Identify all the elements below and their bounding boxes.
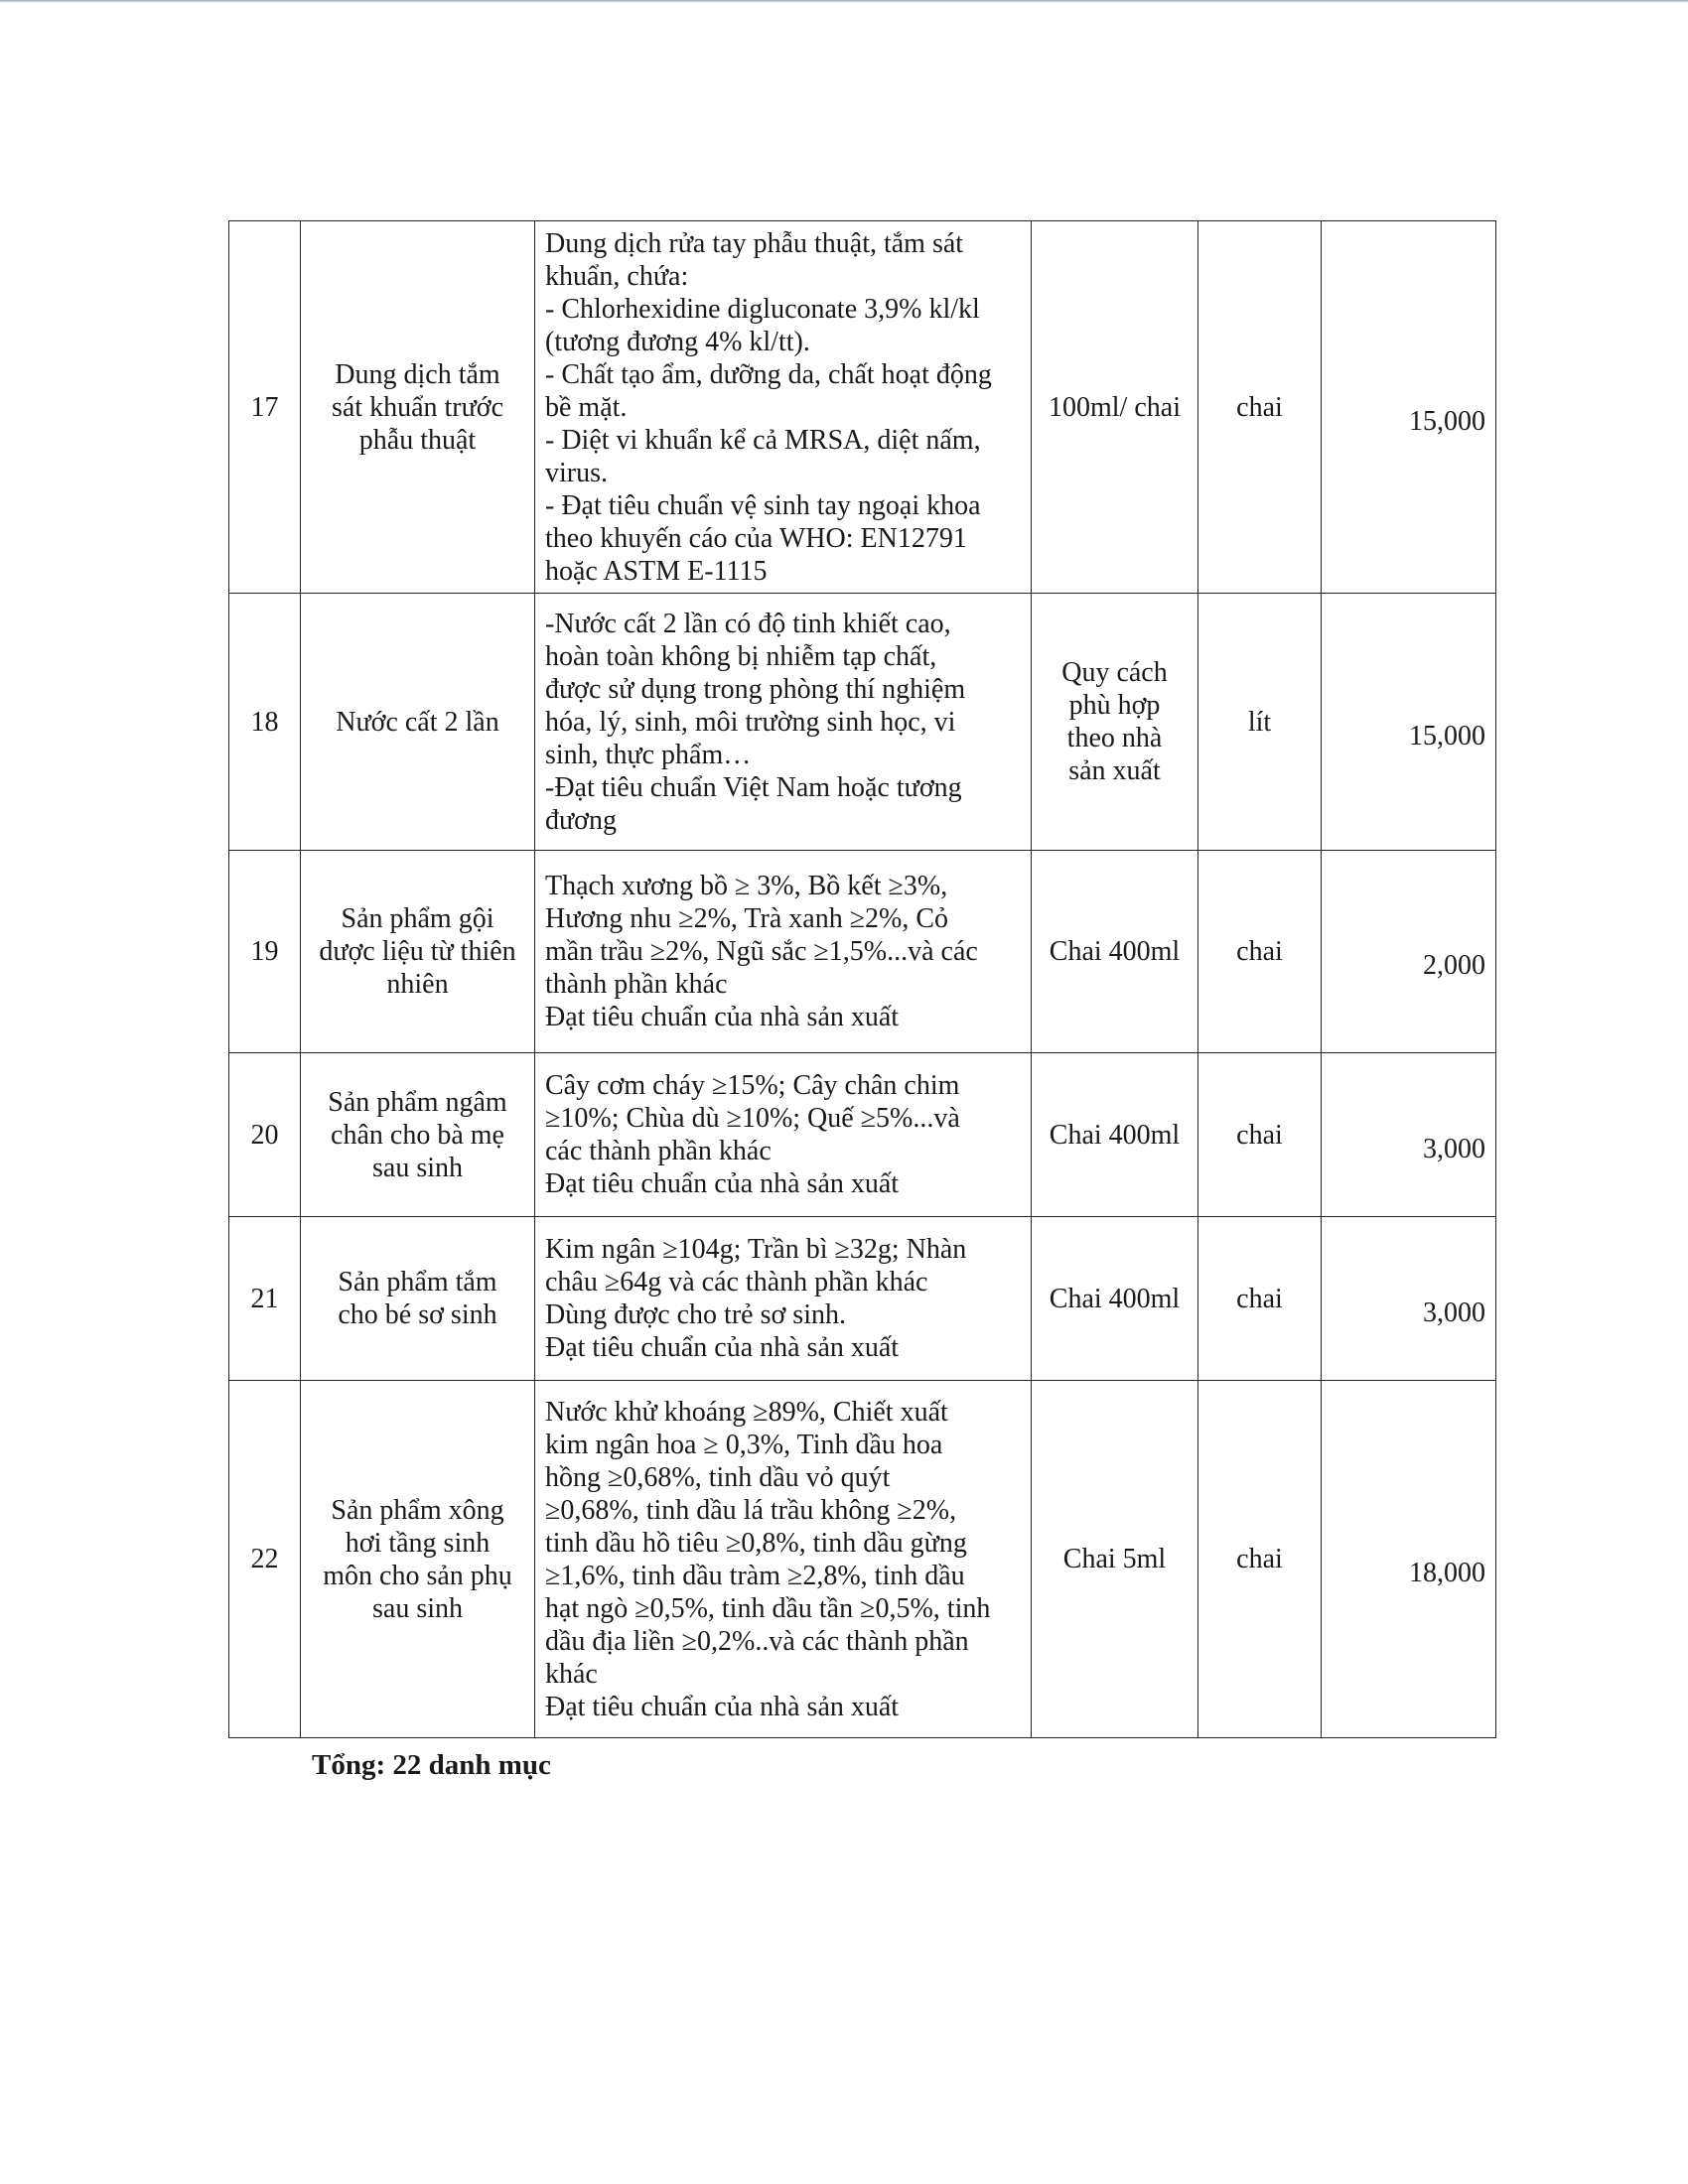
quantity: 15,000: [1322, 594, 1496, 851]
packaging: Chai 400ml: [1032, 851, 1198, 1053]
total-summary: Tổng: 22 danh mục: [312, 1749, 551, 1781]
product-name: Sản phẩm ngâm chân cho bà mẹ sau sinh: [301, 1053, 535, 1217]
product-spec: Thạch xương bồ ≥ 3%, Bồ kết ≥3%, Hương nhu ≥2%, Trà xanh ≥2%, Cỏ mần trầu ≥2%, Ngũ sắc ≥1,5%...và các thành phần khác Đạt tiêu chuẩn của nhà sản xuất: [535, 851, 1032, 1053]
packaging: Chai 400ml: [1032, 1217, 1198, 1381]
row-number: 20: [229, 1053, 301, 1217]
product-name: Sản phẩm xông hơi tầng sinh môn cho sản phụ sau sinh: [301, 1381, 535, 1738]
unit: chai: [1198, 1217, 1322, 1381]
product-spec: Nước khử khoáng ≥89%, Chiết xuất kim ngân hoa ≥ 0,3%, Tinh dầu hoa hồng ≥0,68%, tinh dầu vỏ quýt ≥0,68%, tinh dầu lá trầu không ≥2%, tinh dầu hồ tiêu ≥0,8%, tinh dầu gừng ≥1,6%, tinh dầu tràm ≥2,8%, tinh dầu hạt ngò ≥0,5%, tinh dầu tần ≥0,5%, tinh dầu địa liền ≥0,2%..và các thành phần khác Đạt tiêu chuẩn của nhà sản xuất: [535, 1381, 1032, 1738]
unit: lít: [1198, 594, 1322, 851]
table-row: [229, 594, 1496, 851]
table-row: [229, 221, 1496, 594]
scan-top-edge: [0, 0, 1688, 3]
row-number: 17: [229, 221, 301, 594]
quantity: 3,000: [1322, 1053, 1496, 1217]
table-row: [229, 851, 1496, 1053]
product-name: Sản phẩm tắm cho bé sơ sinh: [301, 1217, 535, 1381]
unit: chai: [1198, 1053, 1322, 1217]
unit: chai: [1198, 221, 1322, 594]
quantity: 2,000: [1322, 851, 1496, 1053]
product-spec: -Nước cất 2 lần có độ tinh khiết cao, hoàn toàn không bị nhiễm tạp chất, được sử dụng trong phòng thí nghiệm hóa, lý, sinh, môi trường sinh học, vi sinh, thực phẩm… -Đạt tiêu chuẩn Việt Nam hoặc tương đương: [535, 594, 1032, 851]
product-name: Nước cất 2 lần: [301, 594, 535, 851]
row-number: 18: [229, 594, 301, 851]
product-spec: Cây cơm cháy ≥15%; Cây chân chim ≥10%; Chùa dù ≥10%; Quế ≥5%...và các thành phần khác Đạt tiêu chuẩn của nhà sản xuất: [535, 1053, 1032, 1217]
product-spec: Dung dịch rửa tay phẫu thuật, tắm sát khuẩn, chứa: - Chlorhexidine digluconate 3,9% kl/kl (tương đương 4% kl/tt). - Chất tạo ẩm, dưỡng da, chất hoạt động bề mặt. - Diệt vi khuẩn kể cả MRSA, diệt nấm, virus. - Đạt tiêu chuẩn vệ sinh tay ngoại khoa theo khuyến cáo của WHO: EN12791 hoặc ASTM E-1115: [535, 221, 1032, 594]
row-number: 22: [229, 1381, 301, 1738]
row-number: 19: [229, 851, 301, 1053]
packaging: 100ml/ chai: [1032, 221, 1198, 594]
product-name: Sản phẩm gội dược liệu từ thiên nhiên: [301, 851, 535, 1053]
product-name: Dung dịch tắm sát khuẩn trước phẫu thuật: [301, 221, 535, 594]
product-table: [228, 220, 1496, 1738]
table-row: [229, 1053, 1496, 1217]
packaging: Chai 400ml: [1032, 1053, 1198, 1217]
quantity: 15,000: [1322, 221, 1496, 594]
packaging: Chai 5ml: [1032, 1381, 1198, 1738]
quantity: 3,000: [1322, 1217, 1496, 1381]
packaging: Quy cách phù hợp theo nhà sản xuất: [1032, 594, 1198, 851]
unit: chai: [1198, 1381, 1322, 1738]
table-row: [229, 1217, 1496, 1381]
unit: chai: [1198, 851, 1322, 1053]
table-row: [229, 1381, 1496, 1738]
row-number: 21: [229, 1217, 301, 1381]
product-spec: Kim ngân ≥104g; Trần bì ≥32g; Nhàn châu ≥64g và các thành phần khác Dùng được cho trẻ sơ sinh. Đạt tiêu chuẩn của nhà sản xuất: [535, 1217, 1032, 1381]
quantity: 18,000: [1322, 1381, 1496, 1738]
